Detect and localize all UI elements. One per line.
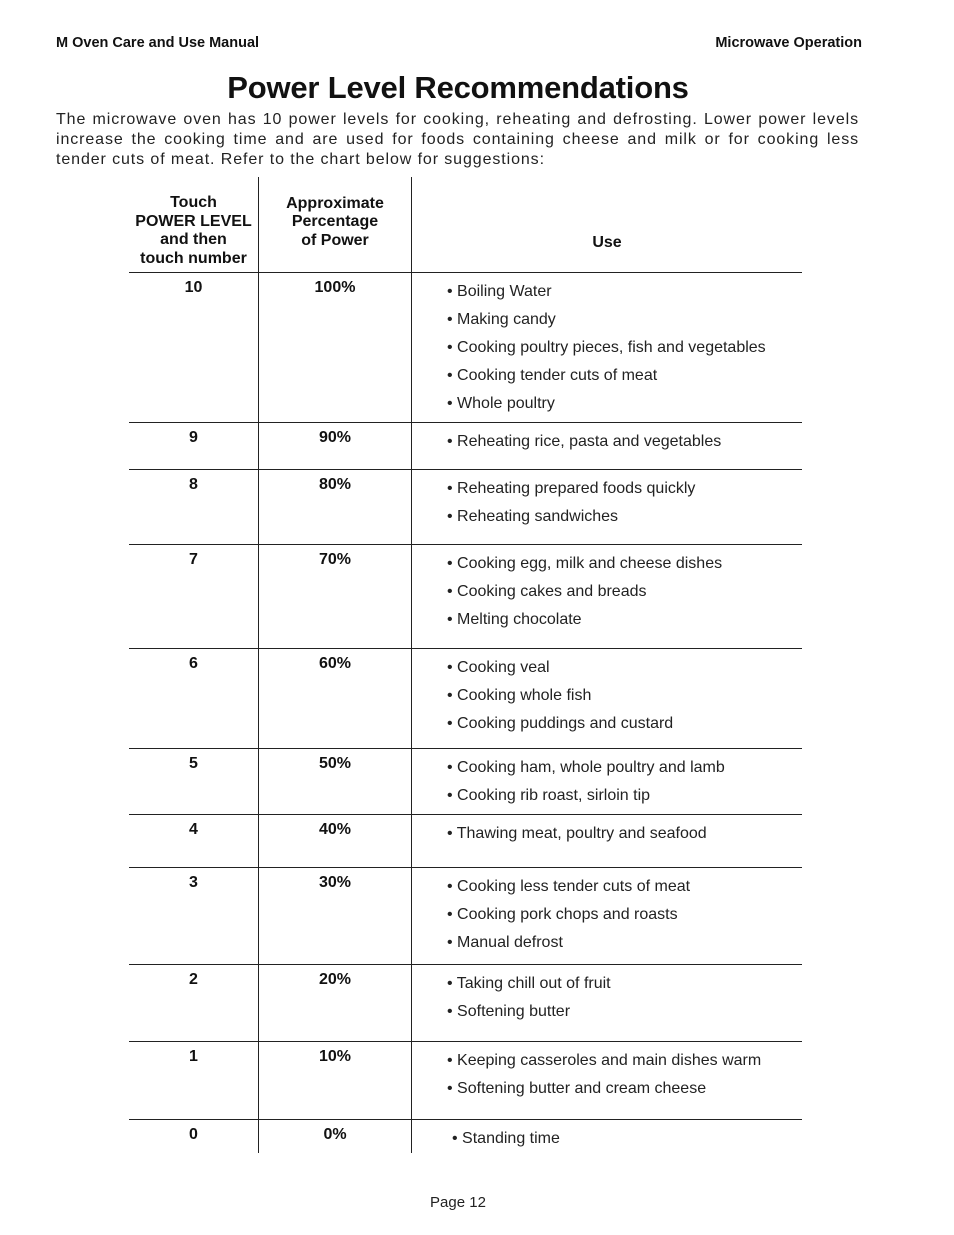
use-item: • Making candy bbox=[447, 311, 556, 328]
power-level-value: 5 bbox=[129, 749, 259, 814]
power-percentage-value: 0% bbox=[259, 1120, 412, 1153]
use-item: • Whole poultry bbox=[447, 395, 555, 412]
power-level-value: 4 bbox=[129, 815, 259, 867]
power-percentage-value: 80% bbox=[259, 470, 412, 544]
header-power-level: Touch POWER LEVEL and then touch number bbox=[129, 177, 259, 272]
use-list bbox=[412, 1042, 802, 1119]
use-list bbox=[412, 273, 802, 422]
power-percentage-value: 90% bbox=[259, 423, 412, 469]
power-level-value: 3 bbox=[129, 868, 259, 964]
header-use: Use bbox=[592, 233, 622, 251]
use-item: • Cooking egg, milk and cheese dishes bbox=[447, 555, 723, 572]
table-row bbox=[129, 470, 802, 545]
use-item: • Cooking ham, whole poultry and lamb bbox=[447, 759, 725, 776]
use-list bbox=[412, 470, 802, 544]
use-item: • Keeping casseroles and main dishes warm bbox=[447, 1052, 762, 1069]
power-level-value: 2 bbox=[129, 965, 259, 1041]
use-item: • Reheating sandwiches bbox=[447, 508, 619, 525]
power-level-value: 6 bbox=[129, 649, 259, 748]
power-level-value: 8 bbox=[129, 470, 259, 544]
power-percentage-value: 50% bbox=[259, 749, 412, 814]
manual-title: M Oven Care and Use Manual bbox=[56, 35, 260, 51]
power-level-value: 9 bbox=[129, 423, 259, 469]
use-item: • Reheating prepared foods quickly bbox=[447, 480, 696, 497]
use-item: • Softening butter and cream cheese bbox=[447, 1080, 707, 1097]
use-item: • Cooking whole fish bbox=[447, 687, 592, 704]
use-item: • Melting chocolate bbox=[447, 611, 582, 628]
table-row bbox=[129, 815, 802, 868]
use-item: • Cooking less tender cuts of meat bbox=[447, 878, 691, 895]
power-percentage-value: 60% bbox=[259, 649, 412, 748]
use-item: • Cooking veal bbox=[447, 659, 550, 676]
use-item: • Cooking pork chops and roasts bbox=[447, 906, 678, 923]
power-level-value: 1 bbox=[129, 1042, 259, 1119]
use-item: • Cooking puddings and custard bbox=[447, 715, 674, 732]
section-title: Microwave Operation bbox=[715, 35, 862, 51]
use-list bbox=[412, 1120, 802, 1153]
table-row bbox=[129, 749, 802, 815]
power-percentage-value: 100% bbox=[259, 273, 412, 422]
page-title: Power Level Recommendations bbox=[227, 70, 689, 105]
use-list bbox=[412, 815, 802, 867]
power-percentage-value: 20% bbox=[259, 965, 412, 1041]
table-row bbox=[129, 423, 802, 470]
use-item: • Standing time bbox=[452, 1130, 560, 1147]
use-item: • Taking chill out of fruit bbox=[447, 975, 611, 992]
table-row bbox=[129, 649, 802, 749]
page-number: Page 12 bbox=[430, 1194, 486, 1211]
table-header bbox=[129, 177, 802, 273]
table-body bbox=[129, 273, 802, 1153]
use-item: • Thawing meat, poultry and seafood bbox=[447, 825, 707, 842]
use-item: • Cooking tender cuts of meat bbox=[447, 367, 658, 384]
table-row bbox=[129, 868, 802, 965]
use-item: • Cooking rib roast, sirloin tip bbox=[447, 787, 651, 804]
power-level-table bbox=[129, 177, 802, 1153]
power-percentage-value: 40% bbox=[259, 815, 412, 867]
use-list bbox=[412, 545, 802, 648]
power-percentage-value: 10% bbox=[259, 1042, 412, 1119]
header-percentage: Approximate Percentage of Power bbox=[259, 177, 412, 272]
table-row bbox=[129, 273, 802, 423]
power-percentage-value: 70% bbox=[259, 545, 412, 648]
use-item: • Manual defrost bbox=[447, 934, 563, 951]
intro-paragraph: The microwave oven has 10 power levels for cooking, reheating and defrosting. Lower power levels increase the cooking time and are used for foods containing cheese and milk or for cooking less tender cuts of meat. Refer to the chart below for suggestions: bbox=[56, 111, 859, 168]
use-list bbox=[412, 749, 802, 814]
power-level-value: 10 bbox=[129, 273, 259, 422]
table-row bbox=[129, 1042, 802, 1120]
table-row bbox=[129, 1120, 802, 1153]
use-item: • Boiling Water bbox=[447, 283, 552, 300]
power-level-value: 0 bbox=[129, 1120, 259, 1153]
use-item: • Cooking cakes and breads bbox=[447, 583, 647, 600]
use-item: • Cooking poultry pieces, fish and vegetables bbox=[447, 339, 766, 356]
use-list bbox=[412, 868, 802, 964]
table-row bbox=[129, 545, 802, 649]
use-list bbox=[412, 965, 802, 1041]
table-row bbox=[129, 965, 802, 1042]
power-level-value: 7 bbox=[129, 545, 259, 648]
use-item: • Softening butter bbox=[447, 1003, 571, 1020]
use-list bbox=[412, 649, 802, 748]
use-item: • Reheating rice, pasta and vegetables bbox=[447, 433, 722, 450]
use-list bbox=[412, 423, 802, 469]
power-percentage-value: 30% bbox=[259, 868, 412, 964]
